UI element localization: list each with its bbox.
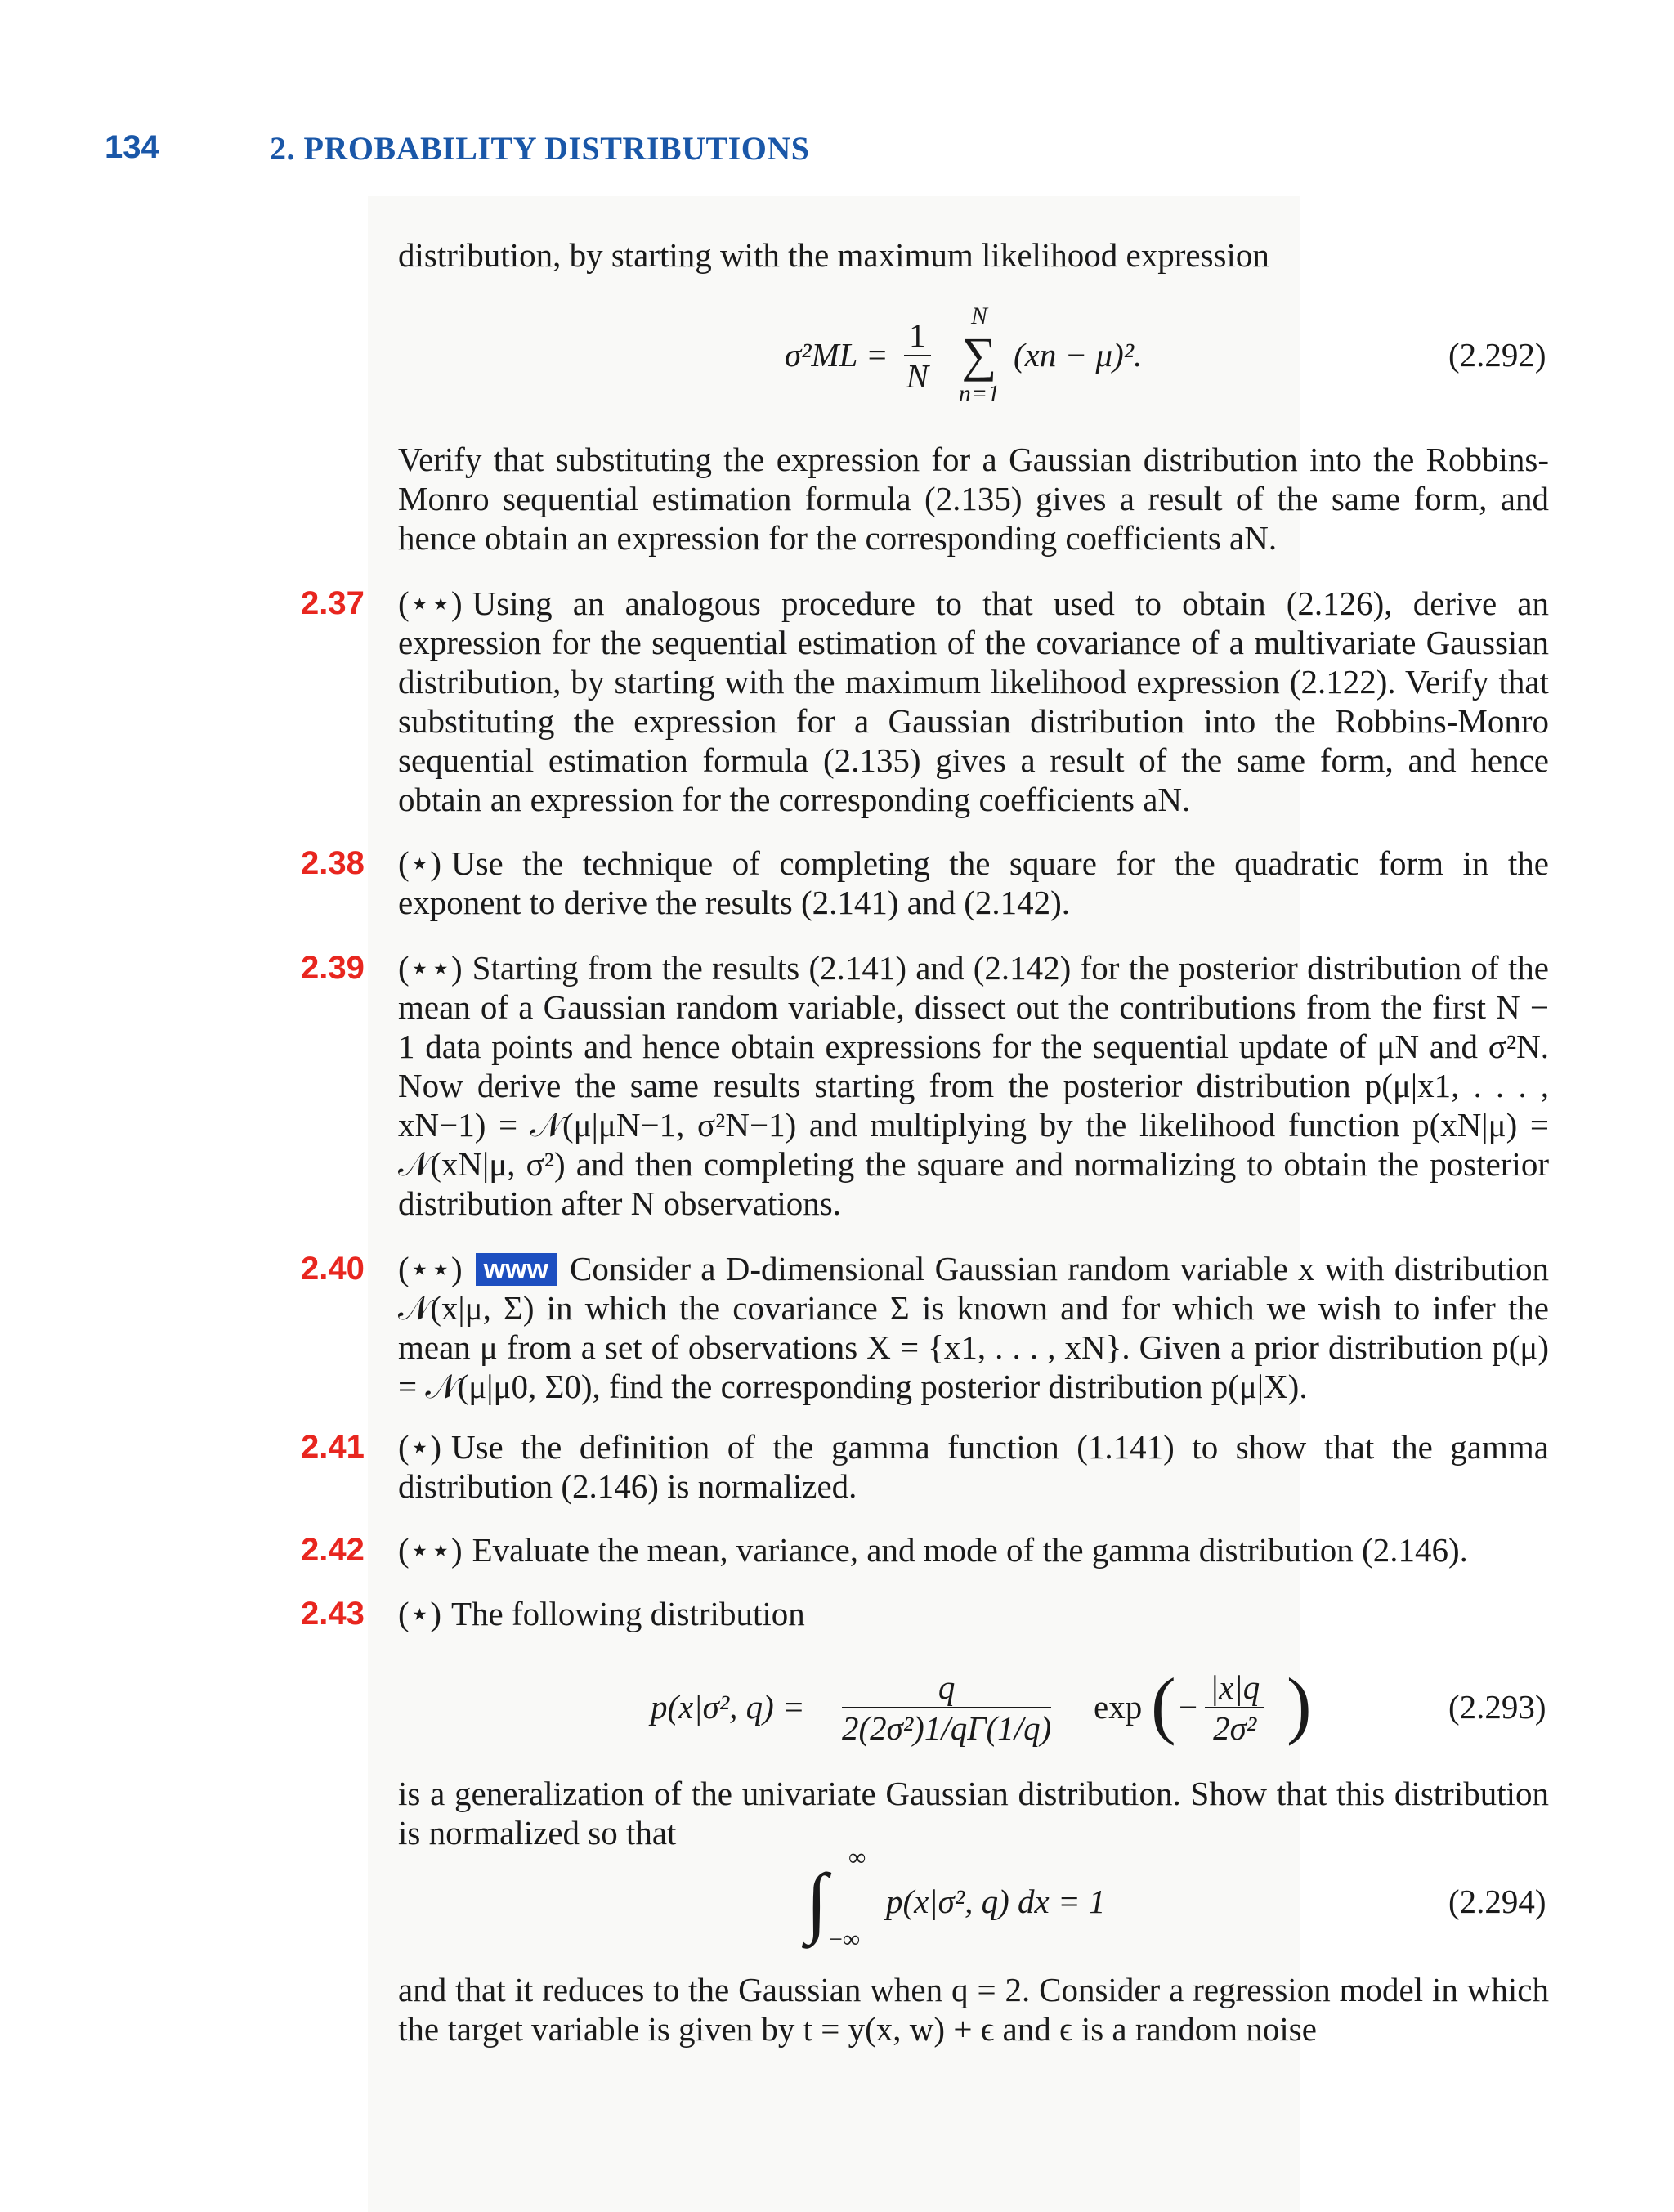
- eq-2292-num: 1: [904, 316, 931, 356]
- exercise-number: 2.38: [301, 845, 365, 881]
- equation-2-294: [0, 1844, 1674, 1959]
- intro-text: distribution, by starting with the maximum likelihood expression: [398, 236, 1269, 274]
- exercise-number: 2.40: [301, 1251, 365, 1287]
- exercise-text: Use the definition of the gamma function (1.141) to show that the gamma distribution (2.146) is normalized.: [398, 1428, 1549, 1505]
- eq-2293-inner-num: |x|q: [1205, 1668, 1264, 1708]
- eq-2292-body: (xn − μ)².: [1014, 336, 1143, 374]
- eq-2294-integral: ∫: [806, 1857, 828, 1945]
- difficulty-stars: (⋆⋆): [398, 949, 463, 987]
- exercise-text: Use the technique of completing the square for the quadratic form in the exponent to derive the results (2.141) and (2.142).: [398, 844, 1549, 921]
- difficulty-stars: (⋆): [398, 844, 441, 882]
- difficulty-stars: (⋆⋆): [398, 1250, 463, 1287]
- eq-2292-sum: [947, 302, 1012, 409]
- exercise-text: Consider a D-dimensional Gaussian random variable x with distribution 𝒩(x|μ, Σ) in which the covariance Σ is known and for which we wish to infer the mean μ from a set of observations X = {x1, . . . , xN}. Given a prior distribution p(μ) = 𝒩(μ|μ0, Σ0), find the corresponding posterior distribution p(μ|X).: [398, 1250, 1549, 1405]
- chapter-title: 2. PROBABILITY DISTRIBUTIONS: [270, 130, 810, 167]
- exercise-text: Using an analogous procedure to that used to obtain (2.126), derive an expression for the sequential estimation of the covariance of a multivariate Gaussian distribution, by starting with the maximum likelihood expression (2.122). Verify that substituting the expression for a Gaussian distribution into the Robbins-Monro sequential estimation formula (2.135) gives a result of the same form, and hence obtain an expression for the corresponding coefficients aN.: [398, 584, 1549, 818]
- eq-2294-label: (2.294): [1448, 1883, 1546, 1920]
- para-2293-text: is a generalization of the univariate Gaussian distribution. Show that this distribution is normalized so that: [398, 1775, 1549, 1852]
- www-badge[interactable]: www: [476, 1253, 557, 1286]
- exercise-text: The following distribution: [450, 1595, 805, 1632]
- final-para-text: and that it reduces to the Gaussian when q = 2. Consider a regression model in which the target variable is given by t = y(x, w) + ϵ and ϵ is a random noise: [398, 1971, 1549, 2048]
- eq-2292-sum-bottom: n=1: [958, 380, 1000, 407]
- eq-2292-sum-symbol: ∑: [961, 328, 997, 382]
- intro-para: Verify that substituting the expression for a Gaussian distribution into the Robbins-Monro sequential estimation formula (2.135) gives a result of the same form, and hence obtain an expression for the corresponding coefficients aN.: [398, 441, 1549, 557]
- eq-2292-den: N: [906, 357, 929, 395]
- equation-2-293: [0, 1659, 1674, 1758]
- difficulty-stars: (⋆): [398, 1428, 441, 1466]
- eq-2293-den: 2(2σ²)1/qΓ(1/q): [842, 1709, 1052, 1747]
- exercise-text: Starting from the results (2.141) and (2.142) for the posterior distribution of the mean of a Gaussian random variable, dissect out the contributions from the first N − 1 data points and hence obtain expressions for the sequential update of μN and σ²N. Now derive the same results starting from the posterior distribution p(μ|x1, . . . , xN−1) = 𝒩(μ|μN−1, σ²N−1) and multiplying by the likelihood function p(xN|μ) = 𝒩(xN|μ, σ²) and then completing the square and normalizing to obtain the posterior distribution after N observations.: [398, 949, 1549, 1222]
- page-number: 134: [105, 129, 159, 165]
- exercise-number: 2.42: [301, 1532, 365, 1568]
- eq-2294-upper: ∞: [848, 1844, 866, 1871]
- eq-2292-sum-top: N: [970, 302, 987, 329]
- eq-2292-label: (2.292): [1448, 336, 1546, 374]
- eq-2293-minus: −: [1179, 1688, 1198, 1726]
- eq-2292-fraction: [904, 316, 931, 396]
- eq-2294-body: p(x|σ², q) dx = 1: [886, 1883, 1106, 1920]
- difficulty-stars: (⋆): [398, 1595, 441, 1632]
- final-paragraph: [398, 1970, 1549, 2049]
- difficulty-stars: (⋆⋆): [398, 584, 463, 622]
- eq-2293-exp: exp: [1094, 1688, 1143, 1726]
- exercise-text: Evaluate the mean, variance, and mode of the gamma distribution (2.146).: [472, 1531, 1468, 1569]
- page-header: [0, 129, 1674, 178]
- exercise-number: 2.43: [301, 1596, 365, 1632]
- intro-paragraph: [398, 440, 1549, 557]
- eq-2293-num: q: [842, 1668, 1051, 1708]
- eq-2293-label: (2.293): [1448, 1688, 1546, 1726]
- eq-2294-lower: −∞: [829, 1926, 861, 1953]
- intro-line: [398, 235, 1549, 275]
- eq-2293-inner-fraction: [1205, 1668, 1264, 1748]
- exercise-number: 2.41: [301, 1429, 365, 1465]
- difficulty-stars: (⋆⋆): [398, 1531, 463, 1569]
- eq-2293-inner-den: 2σ²: [1213, 1709, 1257, 1747]
- eq-2292-lhs: σ²ML =: [785, 336, 888, 374]
- eq-2293-paren-close: ): [1287, 1663, 1312, 1746]
- eq-2293-lhs: p(x|σ², q) =: [651, 1688, 805, 1726]
- equation-2-292: [0, 302, 1674, 417]
- exercise-number: 2.37: [301, 585, 365, 621]
- paragraph-2-293: [398, 1774, 1549, 1852]
- eq-2293-fraction: [842, 1668, 1051, 1748]
- exercise-number: 2.39: [301, 950, 365, 986]
- eq-2293-paren-open: (: [1151, 1663, 1176, 1746]
